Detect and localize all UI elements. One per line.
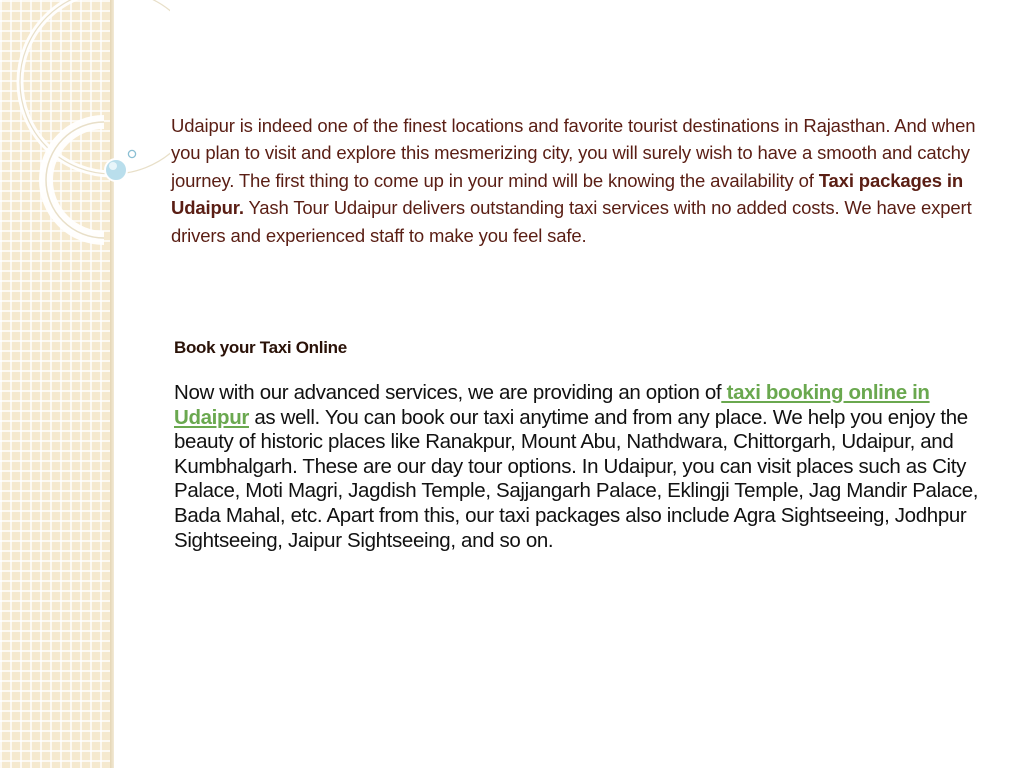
section-text-before: Now with our advanced services, we are providing an option of [174,381,722,404]
bullet-circle-icon [126,148,138,160]
section-paragraph [174,381,989,553]
section-heading: Book your Taxi Online [174,338,347,357]
intro-text-after: Yash Tour Udaipur delivers outstanding taxi services with no added costs. We have expert drivers and experienced staff to make you feel safe. [171,197,972,246]
taxi-booking-link[interactable]: taxi booking online in Udaipur [174,381,930,429]
intro-text-before: Udaipur is indeed one of the finest locations and favorite tourist destinations in Rajasthan. And when you plan to visit and explore this mesmerizing city, you will surely wish to have a smooth and catchy journey. The first thing to come up in your mind will be knowing the availability of [171,115,976,191]
section-text-after: as well. You can book our taxi anytime and from any place. We help you enjoy the beauty of historic places like Ranakpur, Mount Abu, Nathdwara, Chittorgarh, Udaipur, and Kumbhalgarh. These are our day tour options. In Udaipur, you can visit places such as City Palace, Moti Magri, Jagdish Temple, Sajjangarh Palace, Eklingji Temple, Jag Mandir Palace, Bada Mahal, etc. Apart from this, our taxi packages also include Agra Sightseeing, Jodhpur Sightseeing, Jaipur Sightseeing, and so on. [174,405,979,552]
orbit-rings-decoration-icon [0,0,170,270]
intro-bold-phrase: Taxi packages in Udaipur. [171,169,964,219]
intro-paragraph [171,112,981,249]
